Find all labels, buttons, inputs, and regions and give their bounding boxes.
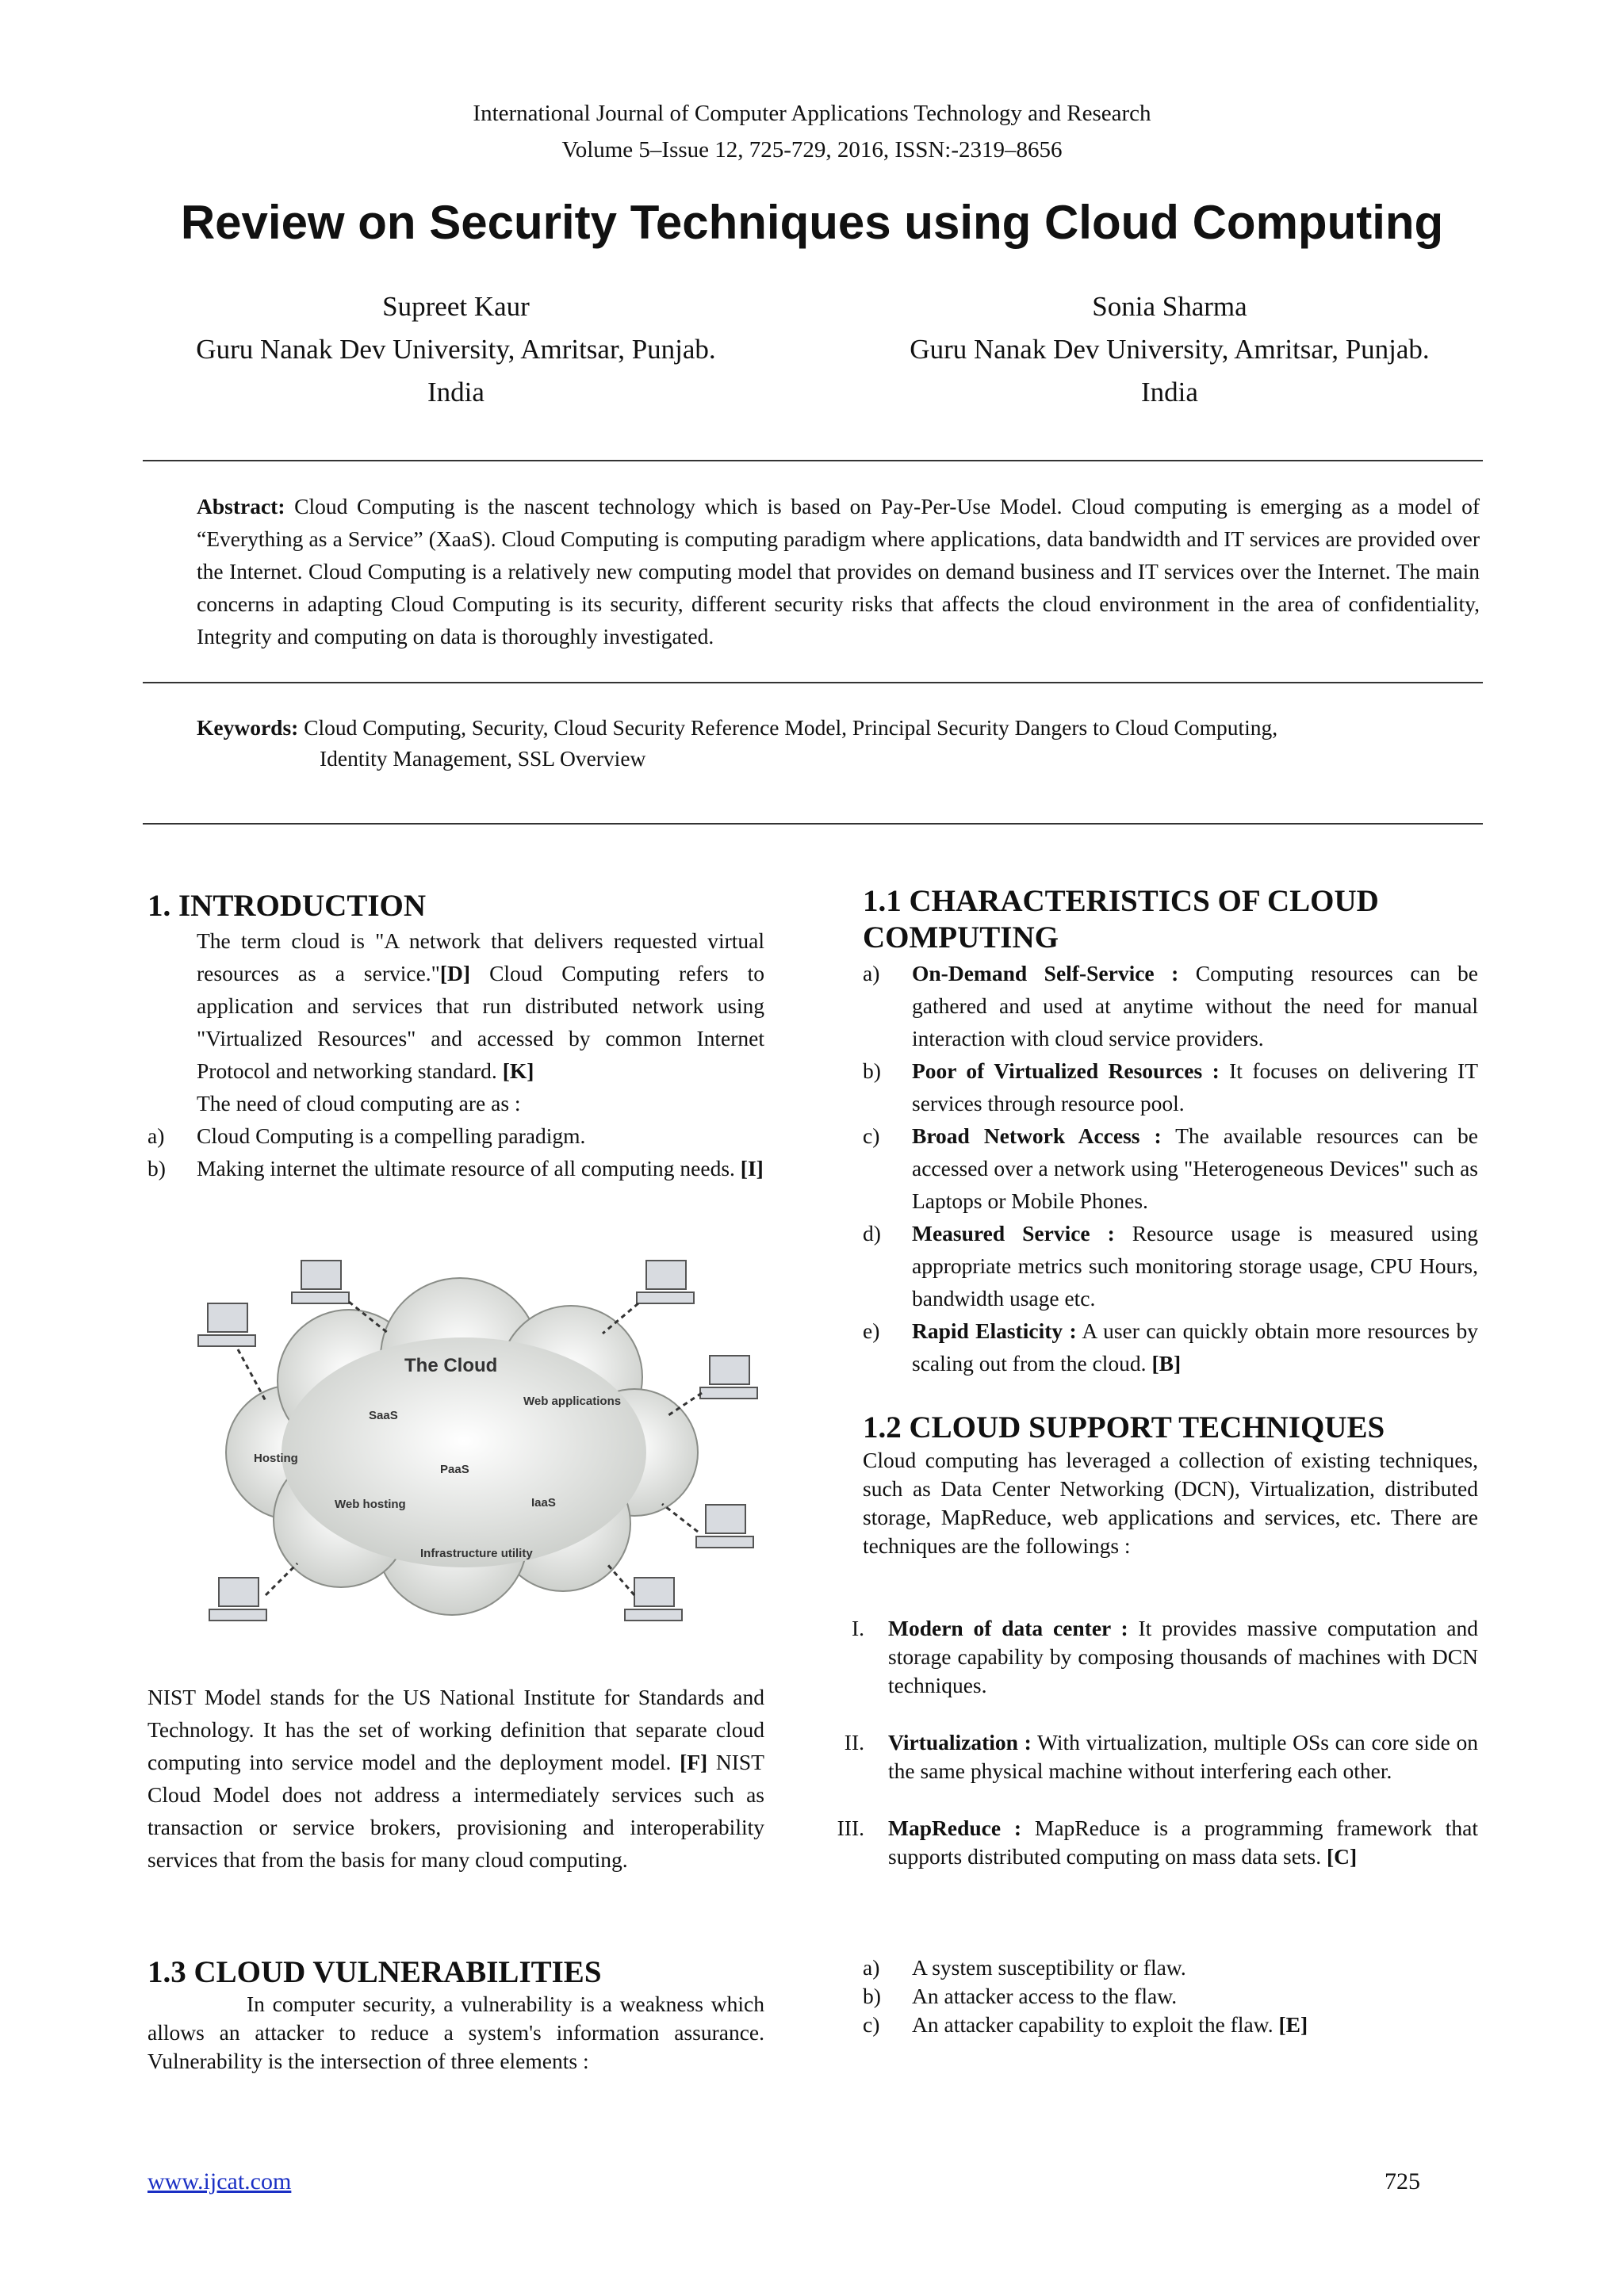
list-marker: III. [837, 1816, 864, 1840]
author-affiliation: Guru Nanak Dev University, Amritsar, Punjab. [196, 334, 716, 365]
list-marker: b) [863, 1058, 881, 1083]
list-marker: a) [147, 1123, 165, 1148]
list-text: With virtualization, multiple OSs can core side on the same physical machine without interfering each other. [888, 1730, 1478, 1783]
list-item [817, 1614, 1478, 1700]
cloud-label-infrastructure-utility: Infrastructure utility [420, 1547, 533, 1560]
list-term: On-Demand Self-Service : [912, 961, 1179, 985]
list-marker: II. [844, 1730, 864, 1755]
list-item [863, 1954, 1478, 1982]
citation: [D] [439, 961, 471, 985]
list-marker: a) [863, 1955, 880, 1980]
list-item [863, 957, 1478, 1054]
list-item [863, 1314, 1478, 1380]
nist-paragraph [147, 1681, 764, 1876]
citation: [F] [680, 1750, 708, 1774]
list-item [147, 1152, 764, 1184]
paper-title: Review on Security Techniques using Cloud Computing [180, 196, 1444, 249]
list-text: Resource usage is measured using appropriate metrics such monitoring storage usage, CPU Hours, bandwidth usage etc. [912, 1221, 1478, 1311]
list-marker: c) [863, 1123, 880, 1148]
list-text: It focuses on delivering IT services through resource pool. [912, 1058, 1479, 1115]
citation: [K] [502, 1058, 534, 1083]
section-heading-characteristics [863, 883, 1497, 956]
keywords-label: Keywords: [197, 715, 299, 740]
divider [143, 823, 1483, 825]
citation: [E] [1278, 2012, 1308, 2037]
introduction-list [147, 1119, 764, 1184]
list-text: MapReduce is a programming framework that supports distributed computing on mass data sets. [888, 1816, 1478, 1869]
divider [143, 460, 1483, 461]
author-name: Supreet Kaur [382, 291, 530, 322]
intro-text: The need of cloud computing are as : [197, 1091, 521, 1115]
list-text: Making internet the ultimate resource of all computing needs. [197, 1156, 741, 1181]
nist-text: NIST Cloud Model does not address a intermediately services such as transaction or service brokers, provisioning and interoperability services that from the basis for many cloud computing. [147, 1750, 764, 1872]
keywords-line-1: Cloud Computing, Security, Cloud Security Reference Model, Principal Security Dangers to Cloud Computing, [298, 715, 1278, 740]
citation: [B] [1151, 1351, 1182, 1376]
list-text: A system susceptibility or flaw. [912, 1955, 1186, 1980]
list-marker: I. [851, 1616, 864, 1640]
author-country: India [1141, 377, 1198, 408]
heading-line: 1.1 CHARACTERISTICS OF CLOUD [863, 884, 1379, 918]
abstract-label: Abstract: [197, 494, 285, 519]
list-term: Rapid Elasticity : [912, 1318, 1077, 1343]
list-item [147, 1119, 764, 1152]
list-term: Broad Network Access : [912, 1123, 1162, 1148]
list-marker: c) [863, 2012, 880, 2037]
cloud-label-saas: SaaS [369, 1409, 398, 1422]
citation: [C] [1327, 1844, 1358, 1869]
author-affiliation: Guru Nanak Dev University, Amritsar, Punjab. [910, 334, 1430, 365]
author-block-1 [131, 285, 781, 414]
intro-text: Cloud Computing refers to application and services that run distributed network using "Virtualized Resources" and accessed by common Internet Protocol and networking standard. [197, 961, 764, 1083]
vulnerability-elements-list [863, 1954, 1478, 2039]
list-item [863, 2011, 1478, 2039]
list-text: A user can quickly obtain more resources by scaling out from the cloud. [912, 1318, 1479, 1376]
list-item [863, 1054, 1478, 1119]
heading-line: COMPUTING [863, 920, 1059, 955]
cloud-label-iaas: IaaS [531, 1496, 556, 1510]
keywords [197, 712, 1480, 774]
support-techniques-list [817, 1614, 1478, 1871]
cloud-diagram [190, 1246, 761, 1633]
list-term: Measured Service : [912, 1221, 1115, 1246]
cloud-label-hosting: Hosting [254, 1452, 298, 1465]
nist-text: NIST Model stands for the US National Institute for Standards and Technology. It has the set of working definition that separate cloud computing into service model and the deployment model. [147, 1685, 764, 1774]
list-marker: b) [147, 1156, 166, 1181]
journal-volume: Volume 5–Issue 12, 725-729, 2016, ISSN:-2319–8656 [561, 137, 1063, 163]
section-heading-vulnerabilities: 1.3 CLOUD VULNERABILITIES [147, 1955, 602, 1989]
cloud-label-paas: PaaS [440, 1463, 469, 1476]
list-item [863, 1119, 1478, 1217]
abstract-text: Cloud Computing is the nascent technology which is based on Pay-Per-Use Model. Cloud computing is emerging as a model of “Everything as a Service” (XaaS). Cloud Computing is computing paradigm where applications, data bandwidth and IT services are provided over the Internet. Cloud Computing is a relatively new computing model that provides on demand business and IT services over the Internet. The main concerns in adapting Cloud Computing is its security, different security risks that affects the cloud environment in the area of confidentiality, Integrity and computing on data is thoroughly investigated. [197, 494, 1480, 649]
keywords-line-2: Identity Management, SSL Overview [320, 746, 646, 771]
list-marker: a) [863, 961, 880, 985]
list-item [817, 1728, 1478, 1785]
list-term: Virtualization : [888, 1730, 1032, 1755]
list-text: An attacker capability to exploit the flaw. [912, 2012, 1279, 2037]
cloud-label-web-applications: Web applications [523, 1395, 622, 1408]
list-text: It provides massive computation and storage capability by composing thousands of machines with DCN techniques. [888, 1616, 1478, 1697]
list-text: An attacker access to the flaw. [912, 1984, 1178, 2008]
section-heading-support-techniques: 1.2 CLOUD SUPPORT TECHNIQUES [863, 1410, 1385, 1445]
intro-text: The term cloud is "A network that delivers requested virtual resources as a service." [197, 928, 764, 985]
cloud-title: The Cloud [404, 1355, 498, 1376]
footer-website-link[interactable]: www.ijcat.com [147, 2168, 292, 2195]
introduction-paragraph [197, 924, 764, 1119]
support-intro: Cloud computing has leveraged a collection of existing techniques, such as Data Center Networking (DCN), Virtualization, distributed storage, MapReduce, web applications and services, etc. There are techniques are the followings : [863, 1448, 1478, 1558]
list-text: The available resources can be accessed over a network using "Heterogeneous Devices" such as Laptops or Mobile Phones. [912, 1123, 1478, 1213]
list-marker: d) [863, 1221, 881, 1246]
list-marker: b) [863, 1984, 881, 2008]
author-block-2 [845, 285, 1495, 414]
list-term: Poor of Virtualized Resources : [912, 1058, 1220, 1083]
list-text: Cloud Computing is a compelling paradigm. [197, 1123, 586, 1148]
list-text: Computing resources can be gathered and used at anytime without the need for manual interaction with cloud service providers. [912, 961, 1478, 1050]
author-name: Sonia Sharma [1092, 291, 1247, 322]
citation: [I] [740, 1156, 764, 1181]
characteristics-list [863, 957, 1478, 1380]
divider [143, 682, 1483, 683]
author-country: India [427, 377, 485, 408]
section-heading-introduction: 1. INTRODUCTION [147, 889, 427, 923]
list-item [863, 1217, 1478, 1314]
list-item [863, 1982, 1478, 2011]
list-item [817, 1814, 1478, 1871]
list-term: Modern of data center : [888, 1616, 1128, 1640]
cloud-label-web-hosting: Web hosting [335, 1498, 406, 1511]
list-term: MapReduce : [888, 1816, 1022, 1840]
journal-name: International Journal of Computer Applications Technology and Research [473, 101, 1151, 126]
list-marker: e) [863, 1318, 880, 1343]
abstract [197, 490, 1480, 652]
vulnerabilities-paragraph: In computer security, a vulnerability is a weakness which allows an attacker to reduce a system's information assurance. Vulnerability is the intersection of three elements : [147, 1992, 764, 2073]
page-number: 725 [1385, 2168, 1420, 2195]
